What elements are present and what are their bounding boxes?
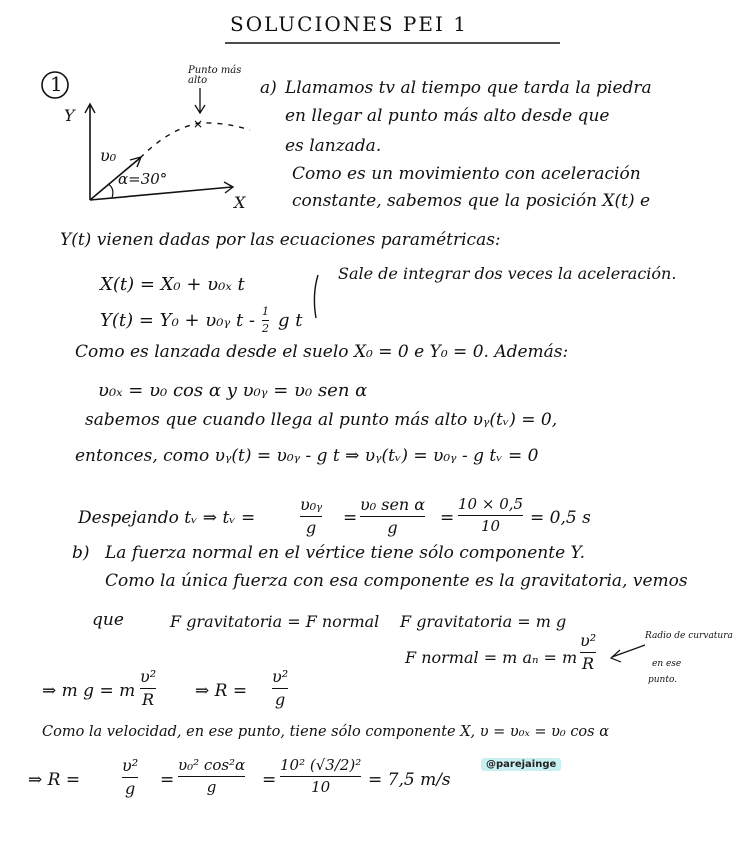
- part-a-line-1: Llamamos tv al tiempo que tarda la piedra: [285, 78, 652, 98]
- part-a-line-4: Como es un movimiento con aceleración: [292, 164, 641, 184]
- final-equals-1: =: [160, 770, 175, 790]
- solve-fraction-2: [360, 496, 425, 536]
- page-title: SOLUCIONES PEI 1: [230, 12, 468, 36]
- nf-den: R: [582, 653, 595, 673]
- final-f2-den: g: [206, 777, 217, 796]
- step1-res-den: g: [274, 689, 286, 709]
- initial-conditions: Como es lanzada desde el suelo X₀ = 0 e Y₀ = 0. Además:: [75, 342, 569, 362]
- author-tag: @parejainge: [481, 758, 561, 771]
- final-fraction-3: [280, 757, 361, 795]
- equation-y: Y(t) = Y₀ + υ₀ᵧ t -: [100, 310, 256, 331]
- part-a-line-3: es lanzada.: [285, 136, 382, 156]
- axis-x-label: X: [234, 193, 246, 212]
- equation-y-tail: g t: [278, 310, 303, 331]
- part-b-line-2: Como la única fuerza con esa componente es la gravitatoria, vemos: [105, 571, 688, 591]
- step1-den: R: [142, 689, 155, 709]
- x-axis: [90, 187, 232, 200]
- final-equals-2: =: [262, 770, 277, 790]
- radius-note-1: Radio de curvatura: [645, 631, 733, 641]
- final-fraction-2: [178, 757, 245, 795]
- part-a-line-5: constante, sabemos que la posición X(t) e: [292, 191, 651, 211]
- initial-velocity-label: υ₀: [100, 146, 117, 165]
- radius-note-3: punto.: [648, 675, 678, 685]
- problem-number: 1: [50, 72, 63, 96]
- solve-fraction-3: [458, 496, 523, 534]
- radius-note-2: en ese: [652, 659, 682, 669]
- solve-f1-num: υ₀ᵧ: [300, 495, 323, 514]
- step1-prefix: ⇒ m g = m: [42, 681, 136, 701]
- solve-f3-num: 10 × 0,5: [458, 495, 524, 513]
- part-a-line-6: Y(t) vienen dadas por las ecuaciones paramétricas:: [60, 230, 501, 250]
- peak-condition: sabemos que cuando llega al punto más alto υᵧ(tᵥ) = 0,: [85, 410, 558, 430]
- velocity-components: υ₀ₓ = υ₀ cos α y υ₀ᵧ = υ₀ sen α: [98, 380, 368, 401]
- angle-label: α=30°: [118, 170, 168, 188]
- velocity-statement: Como la velocidad, en ese punto, tiene sólo componente X, υ = υ₀ₓ = υ₀ cos α: [42, 724, 610, 740]
- step1-res-num: υ²: [272, 667, 289, 686]
- part-a-line-2: en llegar al punto más alto desde que: [285, 106, 610, 126]
- peak-label: Punto más alto: [188, 65, 242, 86]
- equals-2: =: [440, 508, 455, 528]
- solve-f1-den: g: [305, 517, 317, 537]
- final-f1-den: g: [124, 778, 136, 798]
- normal-force-prefix: F normal = m aₙ = m: [405, 648, 578, 667]
- nf-num: υ²: [580, 631, 597, 650]
- normal-force-fraction: [580, 632, 596, 672]
- step1-num: υ²: [140, 667, 157, 686]
- step1-result: [272, 668, 288, 708]
- solve-result: = 0,5 s: [530, 508, 591, 528]
- solve-f2-num: υ₀ sen α: [360, 495, 426, 514]
- equation-note: Sale de integrar dos veces la aceleración.: [338, 264, 677, 283]
- half-denominator: 2: [262, 322, 269, 336]
- part-b-line-3: que: [92, 610, 124, 630]
- part-a-label: a): [260, 78, 277, 98]
- solve-fraction-1: [300, 496, 322, 536]
- final-prefix: ⇒ R =: [28, 770, 81, 790]
- equals-1: =: [343, 508, 358, 528]
- final-fraction-1: [122, 757, 138, 797]
- then-equation: entonces, como υᵧ(t) = υ₀ᵧ - g t ⇒ υᵧ(tᵥ) = υ₀ᵧ - g tᵥ = 0: [75, 446, 539, 466]
- final-f3-num: 10² (√3/2)²: [280, 756, 362, 774]
- half-numerator: 1: [262, 305, 269, 318]
- final-result: = 7,5 m/s: [368, 770, 451, 790]
- solve-prefix: Despejando tᵥ ⇒ tᵥ =: [78, 508, 256, 528]
- axis-y-label: Y: [64, 106, 75, 125]
- svg-text:×: ×: [193, 117, 204, 131]
- final-f1-num: υ²: [122, 756, 139, 775]
- solve-f2-den: g: [387, 517, 398, 537]
- equation-y-half: [262, 306, 269, 335]
- force-equality: F gravitatoria = F normal: [170, 612, 380, 631]
- step1-arrow: ⇒ R =: [195, 681, 248, 701]
- part-b-line-1: La fuerza normal en el vértice tiene sólo componente Y.: [105, 543, 585, 563]
- part-b-label: b): [72, 543, 90, 563]
- step1-fraction: [140, 668, 156, 708]
- gravitational-force: F gravitatoria = m g: [400, 612, 567, 631]
- final-f3-den: 10: [311, 777, 331, 796]
- final-f2-num: υ₀² cos²α: [178, 756, 246, 774]
- solve-f3-den: 10: [480, 516, 501, 535]
- equation-x: X(t) = X₀ + υ₀ₓ t: [100, 274, 245, 295]
